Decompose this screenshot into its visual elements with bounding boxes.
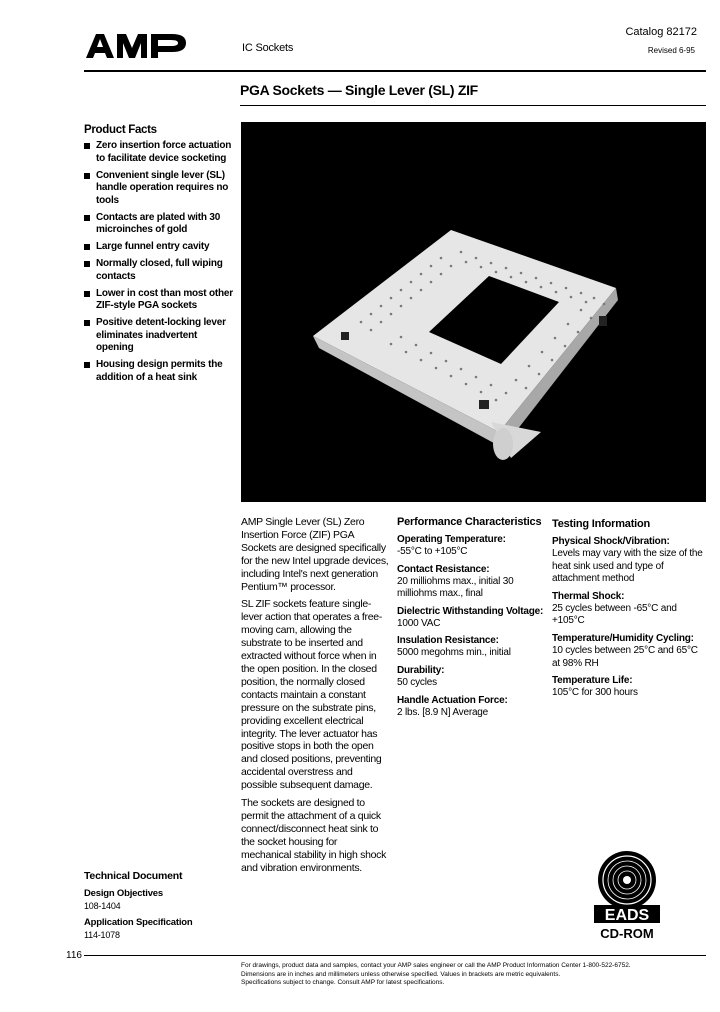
test-item <box>552 536 708 586</box>
fact-item: Lower in cost than most other ZIF-style PGA sockets <box>84 288 234 313</box>
performance-column <box>397 516 547 724</box>
fact-item: Normally closed, full wiping contacts <box>84 258 234 283</box>
fact-item: Zero insertion force actuation to facilitate device socketing <box>84 140 234 165</box>
test-item <box>552 633 708 670</box>
section-name: IC Sockets <box>242 42 294 54</box>
test-value: 10 cycles between 25°C and 65°C at 98% RH <box>552 644 698 669</box>
spec-item <box>397 665 547 690</box>
spec-item <box>397 695 547 720</box>
technical-document-heading: Technical Document <box>84 870 183 882</box>
product-facts-list <box>84 140 234 389</box>
spec-item <box>397 635 547 660</box>
spec-value: 20 milliohms max., initial 30 milliohms max., final <box>397 575 514 600</box>
footnote-line: Specifications subject to change. Consult AMP for latest specifications. <box>241 979 445 986</box>
catalog-number: Catalog 82172 <box>625 26 697 38</box>
description-column <box>241 516 389 879</box>
testing-column <box>552 518 708 705</box>
eads-cdrom-logo <box>592 850 662 942</box>
test-label: Temperature/Humidity Cycling: <box>552 632 694 644</box>
title-rule <box>240 105 706 106</box>
amp-logo <box>84 30 190 62</box>
socket-photo <box>241 122 706 502</box>
spec-value: 5000 megohms min., initial <box>397 647 511 659</box>
fact-item: Contacts are plated with 30 microinches of gold <box>84 212 234 237</box>
revised-date: Revised 6-95 <box>647 46 695 55</box>
spec-label: Contact Resistance: <box>397 563 490 575</box>
footnote-line: For drawings, product data and samples, contact your AMP sales engineer or call the AMP Product Information Center 1-800-522-6752. <box>241 962 631 969</box>
description-paragraph: AMP Single Lever (SL) Zero Insertion Force (ZIF) PGA Sockets are designed specifically for the new Intel upgrade devices, including Intel's next generation Pentium™ processor. <box>241 516 389 593</box>
spec-label: Dielectric Withstanding Voltage: <box>397 605 544 617</box>
footer-rule <box>84 955 706 956</box>
doc-number: 108-1404 <box>84 901 121 911</box>
description-paragraph: The sockets are designed to permit the attachment of a quick connect/disconnect heat sink to the socket housing for mechanical stability in high shock and vibration environments. <box>241 797 387 874</box>
fact-item: Convenient single lever (SL) handle operation requires no tools <box>84 170 234 208</box>
test-item <box>552 675 708 700</box>
test-label: Thermal Shock: <box>552 590 625 602</box>
spec-label: Operating Temperature: <box>397 534 506 545</box>
description-paragraph: SL ZIF sockets feature single-lever action that operates a free-moving cam, allowing the substrate to be inserted and extracted without force when in the open position. In the closed position, the normally closed contacts maintain a constant pressure on the substrate pins, providing excellent electrical integrity. The lever actuator has positive stops in both the open and closed positions, preventing accidental overstress and possible subsequent damage. <box>241 598 382 792</box>
test-label: Temperature Life: <box>552 675 633 687</box>
product-facts-heading: Product Facts <box>84 124 157 136</box>
test-value: Levels may vary with the size of the heat sink used and type of attachment method <box>552 548 703 585</box>
fact-item: Housing design permits the addition of a heat sink <box>84 359 234 384</box>
fact-item: Large funnel entry cavity <box>84 241 234 254</box>
test-value: 25 cycles between -65°C and +105°C <box>552 602 677 627</box>
brand-text: AMP <box>84 30 87 31</box>
spec-item <box>397 534 547 559</box>
spec-label: Handle Actuation Force: <box>397 694 508 706</box>
cdrom-text: CD-ROM <box>600 926 654 941</box>
eads-text: EADS <box>604 907 650 924</box>
top-rule <box>84 70 706 72</box>
performance-heading: Performance Characteristics <box>397 516 542 528</box>
spec-item <box>397 606 547 631</box>
test-value: 105°C for 300 hours <box>552 687 638 699</box>
spec-value: 1000 VAC <box>397 617 441 629</box>
spec-item <box>397 564 547 601</box>
doc-number: 114-1078 <box>84 930 120 940</box>
spec-label: Durability: <box>397 664 445 676</box>
test-label: Physical Shock/Vibration: <box>552 536 670 547</box>
doc-label: Design Objectives <box>84 888 163 899</box>
spec-label: Insulation Resistance: <box>397 635 499 647</box>
page-number: 116 <box>66 950 82 961</box>
spec-value: 2 lbs. [8.9 N] Average <box>397 706 489 718</box>
test-item <box>552 591 708 628</box>
footnote-line: Dimensions are in inches and millimeters unless otherwise specified. Values in brackets are metric equivalents. <box>241 970 561 978</box>
fact-item: Positive detent-locking lever eliminates inadvertent opening <box>84 317 234 355</box>
testing-heading: Testing Information <box>552 518 651 530</box>
technical-document <box>84 870 234 946</box>
spec-value: 50 cycles <box>397 676 437 688</box>
spec-value: -55°C to +105°C <box>397 546 468 557</box>
page-title: PGA Sockets — Single Lever (SL) ZIF <box>240 82 478 98</box>
doc-label: Application Specification <box>84 917 193 928</box>
footnotes <box>241 962 711 988</box>
